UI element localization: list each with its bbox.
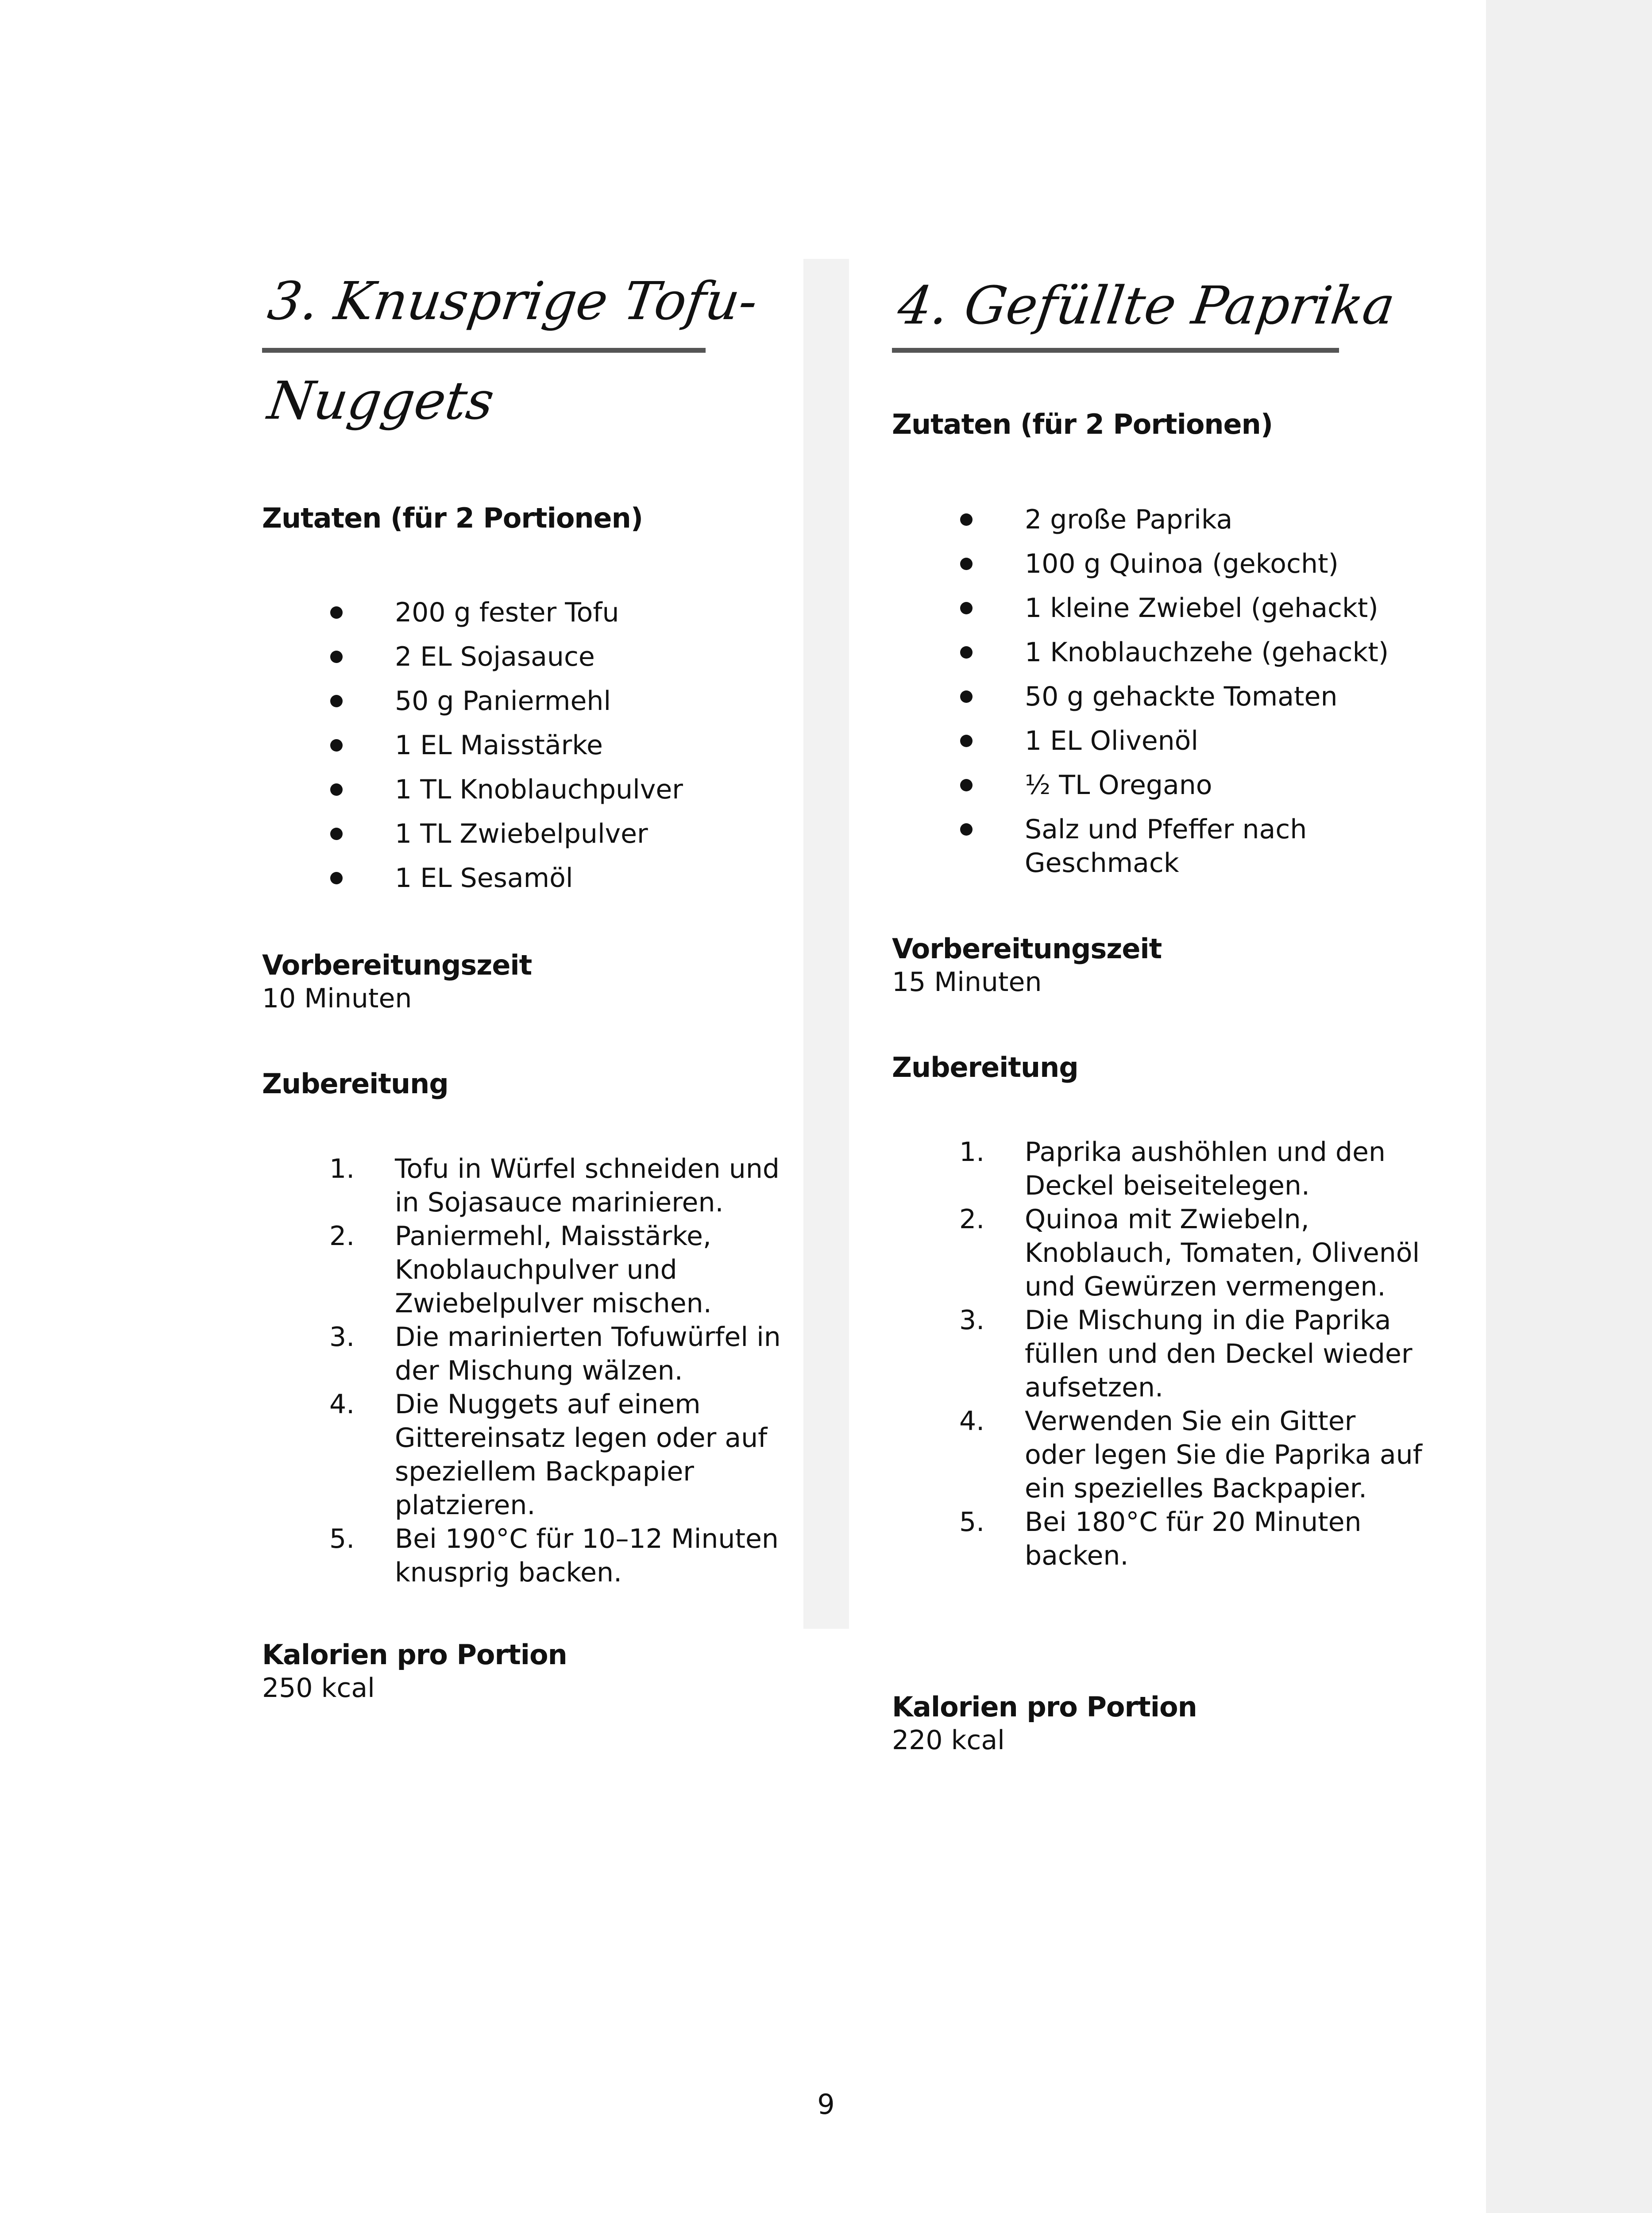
bullet-icon (330, 739, 343, 752)
bullet-icon (960, 779, 973, 791)
bullet-icon (330, 872, 343, 884)
step-item: 3. Die marinierten Tofuwürfel in der Mischung wälzen. (329, 1322, 781, 1386)
bullet-icon (960, 823, 973, 836)
step-item: 3. Die Mischung in die Paprika füllen und den Deckel wieder aufsetzen. (959, 1305, 1413, 1403)
recipe-title-line-1: 3. Knusprige Tofu- (264, 270, 761, 332)
title-underline (892, 348, 1339, 353)
bullet-icon (960, 735, 973, 747)
bullet-icon (960, 602, 973, 614)
bullet-icon (330, 606, 343, 619)
step-item: 2. Paniermehl, Maisstärke, Knoblauchpulver und Zwiebelpulver mischen. (329, 1221, 712, 1319)
calories-heading: Kalorien pro Portion (892, 1691, 1197, 1723)
prep-time-value: 15 Minuten (892, 967, 1042, 998)
column-divider (803, 259, 849, 1629)
prep-time-heading: Vorbereitungszeit (262, 949, 532, 981)
steps-heading: Zubereitung (892, 1051, 1078, 1083)
steps-heading: Zubereitung (262, 1068, 448, 1100)
steps-list (262, 1152, 793, 1589)
page-number: 9 (817, 2088, 835, 2120)
recipe-title-line-2: Nuggets (264, 370, 498, 431)
bullet-icon (330, 651, 343, 663)
steps-list (892, 1135, 1423, 1573)
ingredient-item: ½ TL Oregano (892, 768, 1389, 802)
step-item: 5. Bei 180°C für 20 Minuten backen. (959, 1507, 1362, 1571)
ingredient-item: 1 kleine Zwiebel (gehackt) (892, 591, 1389, 625)
prep-time-value: 10 Minuten (262, 983, 412, 1014)
ingredient-item: 1 Knoblauchzehe (gehackt) (892, 636, 1389, 669)
calories-value: 220 kcal (892, 1725, 1005, 1756)
ingredient-item: 2 EL Sojasauce (262, 640, 683, 674)
ingredients-heading: Zutaten (für 2 Portionen) (892, 408, 1273, 440)
step-item: 1. Tofu in Würfel schneiden und in Sojasauce marinieren. (329, 1153, 780, 1218)
calories-value: 250 kcal (262, 1673, 375, 1704)
ingredient-item: 50 g gehackte Tomaten (892, 680, 1389, 713)
step-item: 1. Paprika aushöhlen und den Deckel beiseitelegen. (959, 1137, 1386, 1201)
ingredients-list (262, 596, 683, 906)
page-margin (1486, 0, 1652, 2213)
ingredient-item: Salz und Pfeffer nach Geschmack (892, 813, 1388, 880)
step-item: 5. Bei 190°C für 10–12 Minuten knusprig backen. (329, 1523, 779, 1588)
ingredient-item: 1 EL Sesamöl (262, 861, 683, 895)
ingredient-item: 1 EL Maisstärke (262, 729, 683, 762)
title-underline (262, 348, 706, 353)
prep-time-heading: Vorbereitungszeit (892, 933, 1162, 965)
ingredient-item: 200 g fester Tofu (262, 596, 683, 629)
ingredient-item: 2 große Paprika (892, 503, 1389, 536)
bullet-icon (330, 783, 343, 796)
ingredient-item: 1 TL Zwiebelpulver (262, 817, 683, 851)
ingredients-heading: Zutaten (für 2 Portionen) (262, 502, 643, 534)
ingredient-item: 100 g Quinoa (gekocht) (892, 547, 1389, 581)
bullet-icon (330, 828, 343, 840)
step-item: 2. Quinoa mit Zwiebeln, Knoblauch, Tomaten, Olivenöl und Gewürzen vermengen. (959, 1204, 1420, 1302)
ingredients-list (892, 503, 1389, 891)
step-item: 4. Verwenden Sie ein Gitter oder legen Sie die Paprika auf ein spezielles Backpapier. (959, 1406, 1422, 1504)
bullet-icon (960, 690, 973, 703)
bullet-icon (960, 558, 973, 570)
bullet-icon (960, 646, 973, 659)
recipe-title: 4. Gefüllte Paprika (894, 275, 1399, 336)
bullet-icon (960, 513, 973, 526)
ingredient-item: 1 TL Knoblauchpulver (262, 773, 683, 806)
ingredient-item: 1 EL Olivenöl (892, 724, 1389, 758)
step-item: 4. Die Nuggets auf einem Gittereinsatz legen oder auf speziellem Backpapier platzieren. (329, 1389, 768, 1521)
bullet-icon (330, 695, 343, 707)
ingredient-item: 50 g Paniermehl (262, 684, 683, 718)
calories-heading: Kalorien pro Portion (262, 1639, 567, 1671)
